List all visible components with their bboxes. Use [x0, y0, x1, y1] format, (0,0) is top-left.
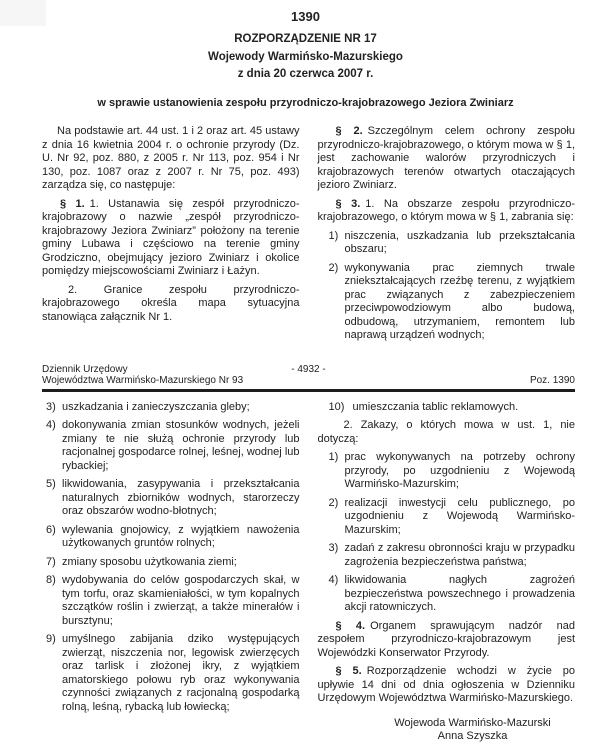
act-title-line-1: ROZPORZĄDZENIE NR 17 [234, 33, 377, 45]
list-item [42, 574, 300, 628]
item-number: 1) [328, 229, 339, 242]
paragraph-4 [318, 620, 576, 661]
item-text: zadań z zakresu obronności kraju w przypadku zagrożenia bezpieczeństwa państwa; [344, 542, 575, 568]
act-subject-line: w sprawie ustanowienia zespołu przyrodniczo-krajobrazowego Jeziora Zwiniarz [97, 96, 514, 109]
item-text: wykonywania prac ziemnych trwale zniekształcających rzeźbę terenu, z wyjątkiem prac związanych z zabezpieczeniem przeciwpowodziowym albo budową, odbudową, utrzymaniem, remontem lub naprawą urządzeń wodnych; [344, 261, 575, 341]
item-text: uszkadzania i zanieczyszczania gleby; [62, 400, 250, 413]
item-text: zmiany sposobu użytkowania ziemi; [62, 555, 237, 568]
item-text: umyślnego zabijania dziko występujących zwierząt, niszczenia nor, legowisk zwierzęcych oraz tarlisk i złożonej ikry, z wyjątkiem amatorskiego połowu ryb oraz wykonywania czynności związanych z racjonalną gospodarką rolną, leśną, rybacką lub łowiecką; [62, 633, 300, 713]
list-item [318, 497, 576, 538]
scan-artifact [0, 0, 46, 26]
list-item [318, 262, 576, 343]
item-text: dokonywania zmian stosunków wodnych, jeżeli zmiany te nie służą ochronie przyrody lub racjonalnej gospodarce rolnej, leśnej, wodnej lub rybackiej; [62, 419, 300, 472]
section-4-symbol: § 4. [335, 619, 366, 632]
item-number: 5) [46, 478, 56, 490]
item-number: 2) [328, 496, 339, 509]
header-rule [42, 389, 575, 392]
signer-title: Wojewoda Warmińsko-Mazurski [394, 716, 551, 729]
item-number: 10) [328, 400, 345, 413]
item-number: 4) [328, 574, 339, 586]
item-text: realizacji inwestycji celu publicznego, po uzgodnieniu z Wojewodą Warmińsko-Mazurskim; [344, 496, 575, 536]
act-title-line-3: z dnia 20 czerwca 2007 r. [237, 68, 374, 80]
list-item [42, 633, 300, 714]
list-item [42, 401, 300, 415]
list-item [42, 556, 300, 570]
item-text: likwidowania nagłych zagrożeń bezpieczeństwa powszechnego i prowadzenia akcji ratowniczych. [344, 574, 575, 613]
paragraph-4-text: Organem sprawującym nadzór nad zespołem przyrodniczo-krajobrazowym jest Wojewódzki Konserwator Przyrody. [317, 619, 575, 659]
right-column [318, 125, 576, 348]
item-text: umieszczania tablic reklamowych. [352, 400, 519, 413]
item-number: 3) [46, 400, 56, 413]
columns-section-1 [0, 125, 611, 348]
item-text: niszczenia, uszkadzania lub przekształcania obszaru; [344, 229, 575, 255]
left-column [42, 125, 300, 329]
paragraph-1-text: 1. Ustanawia się zespół przyrodniczo-krajobrazowy o nazwie „zespół przyrodniczo-krajobrazowy Jeziora Zwiniarz” położony na terenie gminy Lubawa i częściowo na terenie gminy Grodziczno, obejmujący jezioro Zwiniarz i okolice pomiędzy miejscowościami Zwiniarz i Łażyn. [42, 197, 300, 277]
journal-running-header [42, 364, 575, 387]
item-text: wydobywania do celów gospodarczych skał, w tym torfu, oraz skamieniałości, w tym kopalnych szczątków roślin i zwierząt, a także minerałów i bursztynu; [62, 574, 300, 627]
left-column [42, 401, 300, 720]
act-title-line-2: Wojewody Warmińsko-Mazurskiego [208, 50, 403, 63]
list-item [42, 478, 300, 519]
list-item [318, 574, 576, 615]
columns-section-2 [0, 401, 611, 744]
item-number: 1) [328, 451, 339, 463]
item-number: 8) [46, 574, 56, 586]
paragraph-3-text: 1. Na obszarze zespołu przyrodniczo-krajobrazowego, o którym mowa w § 1, zabrania się: [317, 197, 575, 223]
list-item [318, 230, 576, 257]
paragraph-2-text: Szczególnym celem ochrony zespołu przyrodniczo-krajobrazowego, o którym mowa w § 1, jest zachowanie walorów przyrodniczych i krajobrazowych terenów otwartych otaczających jezioro Zwiniarz. [317, 125, 575, 191]
item-text: prac wykonywanych na potrzeby ochrony przyrody, po uzgodnieniu z Wojewodą Warmińsko-Mazurskim; [344, 451, 575, 490]
paragraph-2 [318, 125, 576, 193]
document-header [0, 0, 611, 110]
act-ordinal-number: 1390 [291, 9, 320, 24]
section-2-symbol: § 2. [335, 125, 363, 137]
journal-position-number: Poz. 1390 [529, 375, 575, 386]
item-text: likwidowania, zasypywania i przekształcania naturalnych zbiorników wodnych, starorzeczy oraz obszarów wodno-błotnych; [62, 478, 300, 517]
list-item [318, 451, 576, 492]
paragraph-3 [318, 198, 576, 225]
paragraph-5-text: Rozporządzenie wchodzi w życie po upływie 14 dni od dnia ogłoszenia w Dzienniku Urzędowym Województwa Warmińsko-Mazurskiego. [317, 665, 575, 704]
paragraph-1 [42, 198, 300, 279]
list-item [318, 542, 576, 569]
signer-name: Anna Szyszka [437, 730, 508, 742]
item-number: 6) [46, 523, 56, 536]
legal-basis-paragraph: Na podstawie art. 44 ust. 1 i 2 oraz art. 45 ustawy z dnia 16 kwietnia 2004 r. o ochronie przyrody (Dz. U. Nr 92, poz. 880, z 2005 r. Nr 113, poz. 954 i Nr 130, poz. 1087 oraz z 2007 r. Nr 75, poz. 493) zarządza się, co następuje: [42, 125, 300, 191]
list-item [42, 524, 300, 551]
paragraph-3-ust-2: 2. Zakazy, o których mowa w ust. 1, nie dotyczą: [317, 419, 575, 445]
signature-block [370, 717, 575, 744]
journal-name-line-1: Dziennik Urzędowy [42, 363, 128, 375]
section-3-symbol: § 3. [335, 197, 361, 210]
section-5-symbol: § 5. [335, 665, 362, 677]
item-number: 2) [328, 261, 339, 274]
paragraph-5 [318, 665, 576, 706]
item-number: 4) [46, 419, 56, 431]
journal-name-line-2: Województwa Warmińsko-Mazurskiego Nr 93 [42, 375, 244, 386]
item-number: 7) [46, 555, 56, 568]
item-number: 3) [328, 542, 339, 554]
item-number: 9) [46, 633, 56, 645]
list-item [42, 419, 300, 473]
list-item [318, 401, 576, 415]
paragraph-1-ust-2: 2. Granice zespołu przyrodniczo-krajobrazowego określa mapa sytuacyjna stanowiąca załącznik Nr 1. [42, 283, 300, 323]
section-1-symbol: § 1. [60, 197, 85, 210]
journal-page-number: - 4932 - [291, 363, 326, 375]
item-text: wylewania gnojowicy, z wyjątkiem nawożenia użytkowanych gruntów rolnych; [62, 523, 300, 549]
right-column [318, 401, 576, 744]
